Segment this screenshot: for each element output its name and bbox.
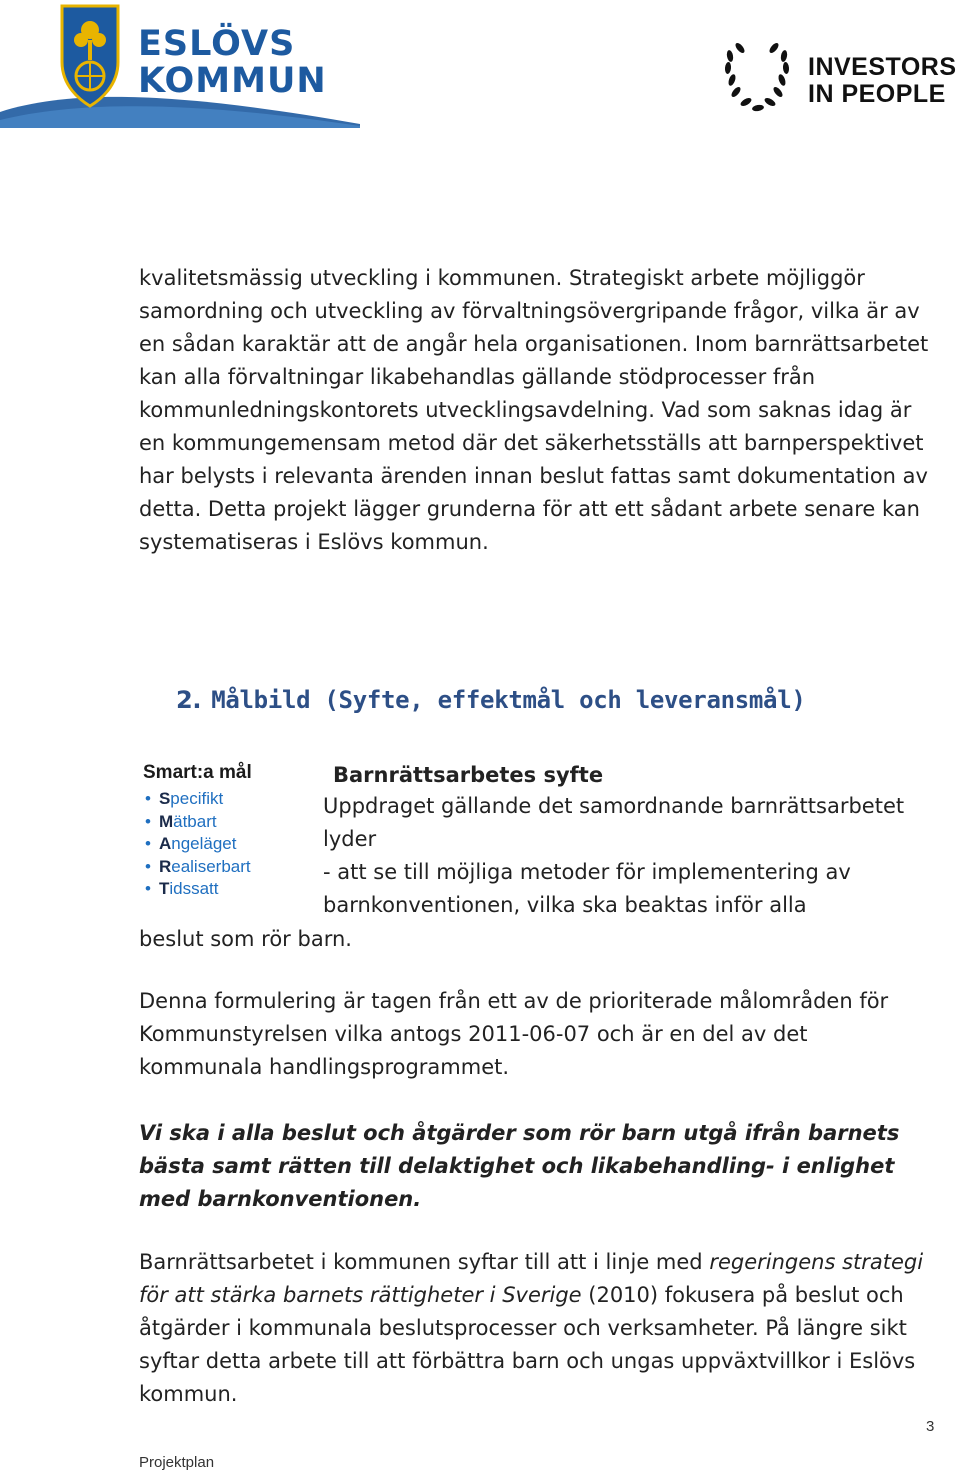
- investors-in-people-logo: [718, 40, 960, 116]
- smart-item: • Realiserbart: [145, 856, 251, 876]
- bullet-icon: •: [145, 789, 151, 808]
- smart-item: • Specifikt: [145, 789, 224, 808]
- page-number: 3: [926, 1418, 935, 1435]
- smart-list: [139, 788, 309, 901]
- footer-label: Projektplan: [139, 1454, 215, 1471]
- intro-section: [139, 262, 929, 559]
- purpose-title: Barnrättsarbetes syfte: [333, 763, 604, 787]
- kommun-logo-text: ESLÖVS KOMMUN: [138, 24, 327, 101]
- page-header: [0, 0, 960, 135]
- iip-logo-text: INVESTORS IN PEOPLE: [808, 53, 957, 108]
- purpose-line-2: - att se till möjliga metoder för implementering av barnkonventionen, vilka ska beaktas inför alla: [323, 860, 851, 917]
- strategy-section: [139, 1246, 929, 1411]
- purpose-line-1: Uppdraget gällande det samordnande barnrättsarbetet lyder: [323, 794, 905, 851]
- principle-paragraph: Vi ska i alla beslut och åtgärder som rör barn utgå ifrån barnets bästa samt rätten till delaktighet och likabehandling- i enlighet med barnkonventionen.: [139, 1121, 900, 1211]
- strategy-reference: regeringens strategi för att stärka barnets rättigheter i Sverige: [139, 1250, 924, 1307]
- laurel-wreath-icon: [718, 40, 804, 116]
- strategy-paragraph: Barnrättsarbetet i kommunen syftar till att i linje med regeringens strategi för att stärka barnets rättigheter i Sverige (2010) fokusera på beslut och åtgärder i kommunala beslutsprocesser och verksamheter. På längre sikt syftar detta arbete till att förbättra barn och ungas uppväxtvillkor i Eslövs kommun.: [139, 1250, 924, 1406]
- section-title: Målbild (Syfte, effektmål och leveransmål): [211, 686, 806, 714]
- purpose-continuation: beslut som rör barn.: [139, 927, 352, 951]
- bullet-icon: •: [145, 879, 151, 898]
- bullet-icon: •: [145, 811, 151, 831]
- smart-item: • Angeläget: [145, 834, 237, 853]
- formulation-paragraph: Denna formulering är tagen från ett av de prioriterade målområden för Kommunstyrelsen vilka antogs 2011-06-07 och är en del av det kommunala handlingsprogrammet.: [139, 989, 889, 1079]
- smart-item: • Mätbart: [145, 811, 217, 831]
- eslovs-kommun-logo: [0, 0, 360, 128]
- bullet-icon: •: [145, 834, 151, 853]
- crest-icon: [62, 6, 118, 106]
- intro-paragraph: kvalitetsmässig utveckling i kommunen. Strategiskt arbete möjliggör samordning och utveckling av förvaltningsövergripande frågor, vilka är av en sådan karaktär att de angår hela organisationen. Inom barnrättsarbetet kan alla förvaltningar likabehandlas gällande stödprocesser från kommunledningskontorets utvecklingsavdelning. Vad som saknas idag är en kommungemensam metod där det säkerhetsställs att barnperspektivet har belysts i relevanta ärenden innan beslut fattas samt dokumentation av detta. Detta projekt lägger grunderna för att ett sådant arbete senare kan systematiseras i Eslövs kommun.: [139, 266, 929, 554]
- section-number: 2.: [176, 686, 202, 714]
- purpose-section: [323, 760, 933, 922]
- bullet-icon: •: [145, 856, 151, 876]
- smart-goals-box: [139, 762, 309, 912]
- smart-title: Smart:a mål: [143, 762, 252, 783]
- section-heading: [176, 686, 806, 714]
- principle-section: [139, 1117, 929, 1216]
- smart-item: • Tidssatt: [145, 879, 219, 898]
- formulation-section: [139, 985, 929, 1084]
